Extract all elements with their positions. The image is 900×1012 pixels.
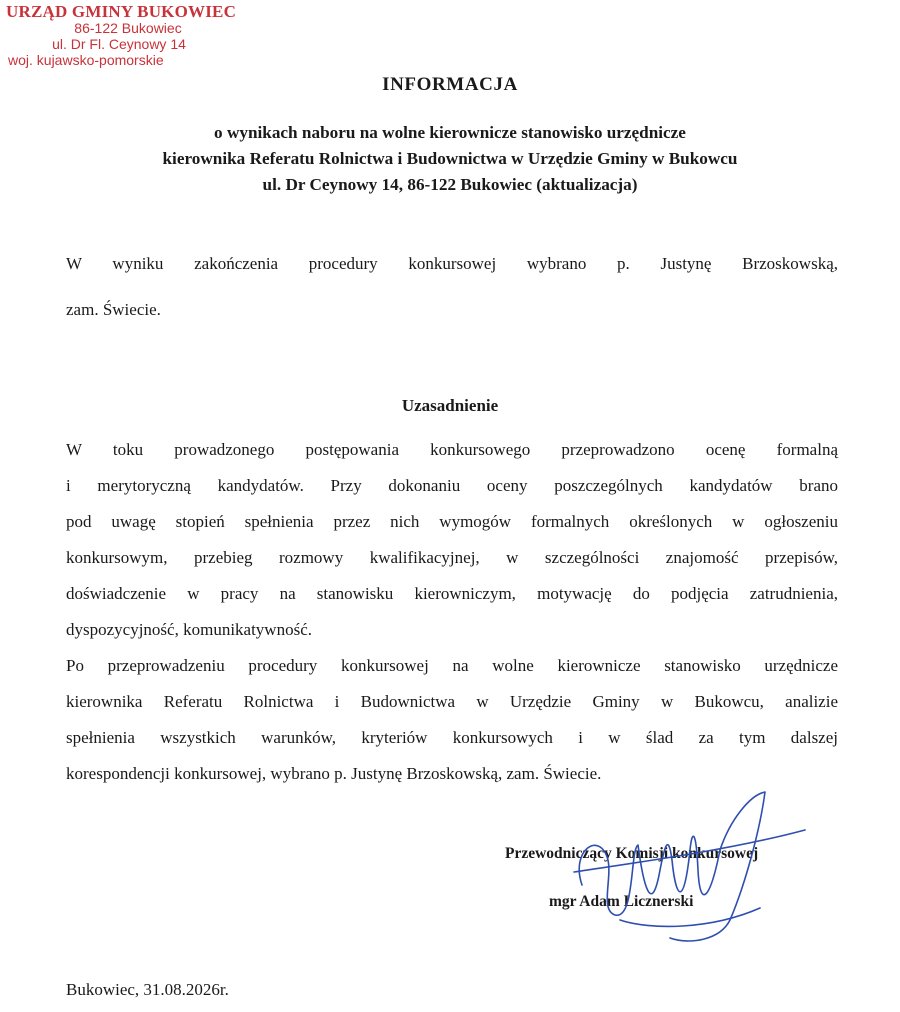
- subtitle-line: ul. Dr Ceynowy 14, 86-122 Bukowiec (aktualizacja): [262, 175, 638, 194]
- justification-line: konkursowym, przebieg rozmowy kwalifikacyjnej, w szczególności znajomość przepisów,: [66, 548, 838, 567]
- subtitle-line: kierownika Referatu Rolnictwa i Budownictwa w Urzędzie Gminy w Bukowcu: [162, 149, 738, 168]
- stamp-region: woj. kujawsko-pomorskie: [8, 52, 164, 68]
- document-subtitle: [0, 120, 900, 198]
- justification-line: pod uwagę stopień spełnienia przez nich wymogów formalnych określonych w ogłoszeniu: [66, 512, 838, 531]
- justification-line: doświadczenie w pracy na stanowisku kierowniczym, motywację do podjęcia zatrudnienia,: [66, 584, 838, 603]
- handwritten-signature: [560, 790, 810, 950]
- justification-line: kierownika Referatu Rolnictwa i Budownictwa w Urzędzie Gminy w Bukowcu, analizie: [66, 692, 838, 711]
- office-stamp: [6, 2, 237, 68]
- justification-line: spełnienia wszystkich warunków, kryteriów konkursowych i w ślad za tym dalszej: [66, 728, 838, 747]
- result-paragraph-line: W wyniku zakończenia procedury konkursowej wybrano p. Justynę Brzoskowską,: [66, 254, 838, 273]
- justification-line: Po przeprowadzeniu procedury konkursowej na wolne kierownicze stanowisko urzędnicze: [66, 656, 838, 675]
- stamp-street: ul. Dr Fl. Ceynowy 14: [52, 36, 186, 52]
- place-date: Bukowiec, 31.08.2026r.: [66, 980, 229, 999]
- justification-line: dyspozycyjność, komunikatywność.: [66, 620, 312, 639]
- subtitle-line: o wynikach naboru na wolne kierownicze stanowisko urzędnicze: [214, 123, 686, 142]
- justification-heading: Uzasadnienie: [401, 396, 499, 415]
- justification-line: W toku prowadzonego postępowania konkursowego przeprowadzono ocenę formalną: [66, 440, 838, 459]
- justification-line: korespondencji konkursowej, wybrano p. Justynę Brzoskowską, zam. Świecie.: [66, 764, 602, 783]
- stamp-postal: 86-122 Bukowiec: [74, 20, 182, 36]
- signatory-role: Przewodniczący Komisji konkursowej: [505, 845, 759, 862]
- document-title: INFORMACJA: [382, 74, 518, 95]
- stamp-title: URZĄD GMINY BUKOWIEC: [6, 2, 237, 21]
- justification-line: i merytoryczną kandydatów. Przy dokonaniu oceny poszczególnych kandydatów brano: [66, 476, 838, 495]
- result-paragraph-line: zam. Świecie.: [66, 300, 161, 319]
- signatory-name: mgr Adam Licznerski: [549, 893, 694, 910]
